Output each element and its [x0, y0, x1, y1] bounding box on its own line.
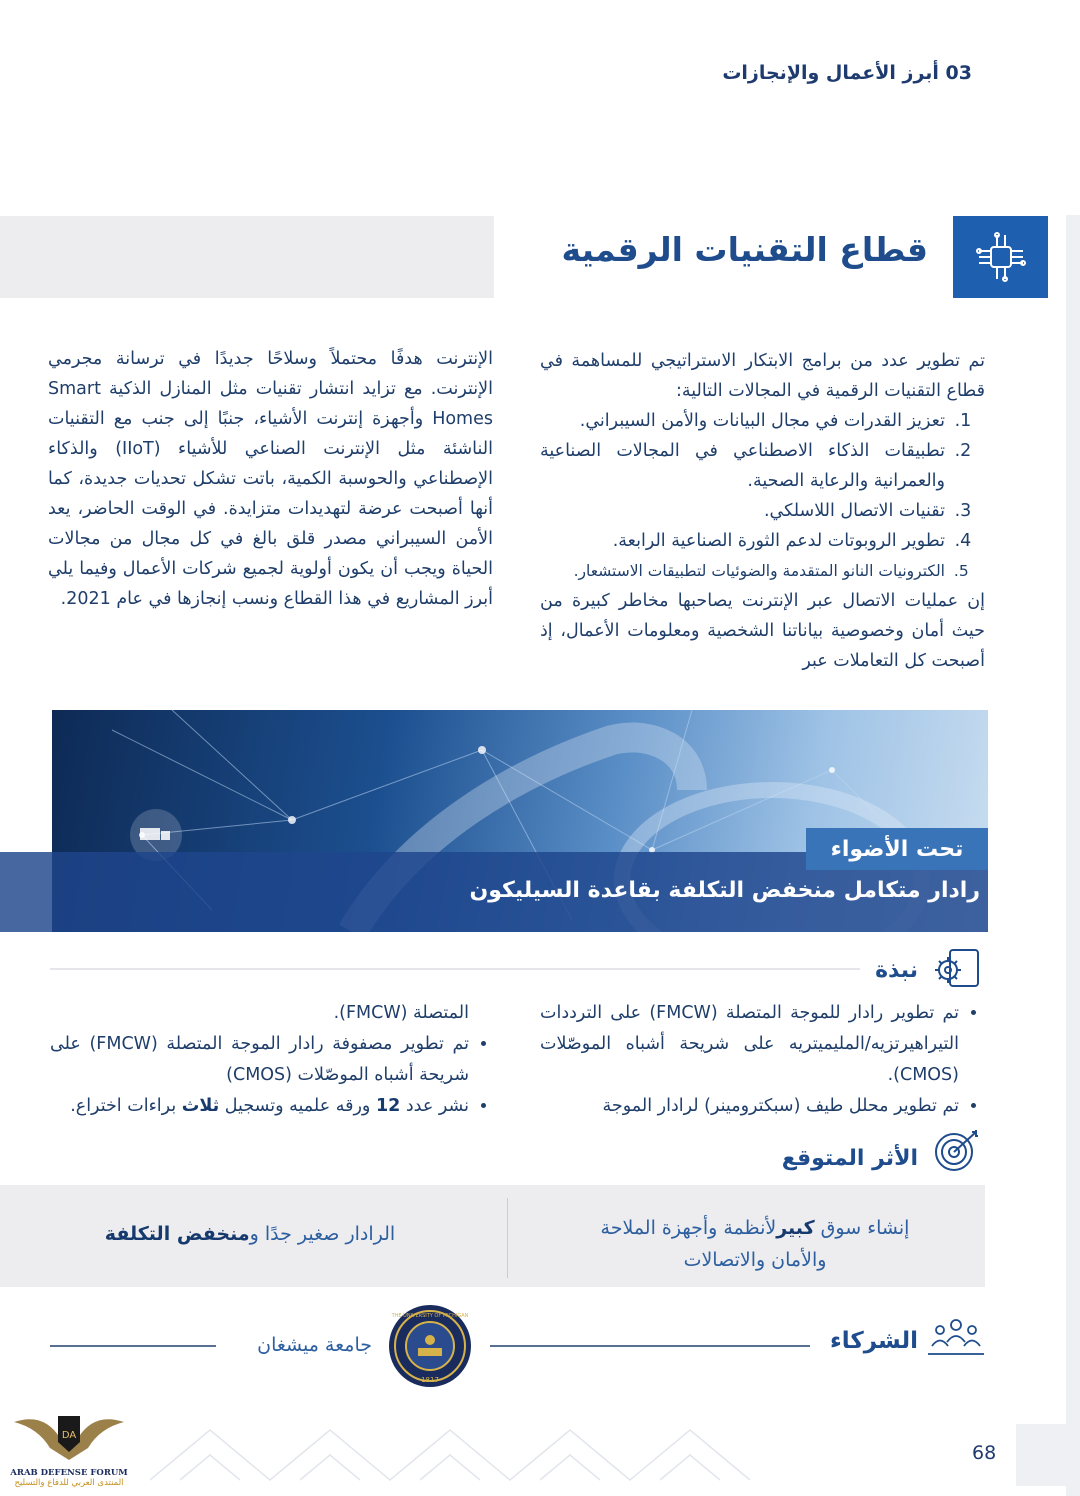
impact-heading: الأثر المتوقع [781, 1146, 918, 1171]
footer-pattern [150, 1420, 770, 1490]
spotlight-label: تحت الأضواء [806, 828, 988, 870]
university-seal [388, 1304, 472, 1392]
intro-lead: تم تطوير عدد من برامج الابتكار الاستراتيجي للمساهمة في قطاع التقنيات الرقمية في المجالات التالية: [540, 351, 985, 401]
sector-title: قطاع التقنيات الرقمية [561, 230, 928, 269]
text-segment: براءات اختراع. [70, 1096, 177, 1116]
page-number-box [1016, 1424, 1066, 1486]
impact-right [520, 1212, 990, 1276]
impact-emphasis: كبير [776, 1217, 815, 1239]
seal-text: THE UNIVERSITY OF MICHIGAN [391, 1313, 469, 1319]
eagle-logo [4, 1398, 134, 1464]
page-edge-strip [1066, 215, 1080, 1496]
partners-divider [490, 1345, 810, 1347]
impact-emphasis: منخفض التكلفة [104, 1223, 250, 1245]
chapter-title: 03 أبرز الأعمال والإنجازات [722, 62, 972, 84]
text-segment: ورقه علميه وتسجيل [224, 1096, 371, 1116]
list-item: 4. تطوير الروبوتات لدعم الثورة الصناعية الرابعة. [540, 526, 949, 556]
partner-name: جامعة ميشغان [257, 1334, 372, 1356]
list-item: 5. الكترونيات النانو المتقدمة والضوئيات لتطبيقات الاستشعار. [540, 556, 949, 586]
impact-divider [507, 1198, 508, 1278]
overview-bullets-right [540, 998, 985, 1122]
partners-divider [50, 1345, 216, 1347]
focus-areas-list [540, 406, 985, 586]
overview-heading: نبذة [875, 958, 918, 983]
impact-right-line1 [520, 1212, 990, 1244]
watermark-arabic: المنتدى العربي للدفاع والتسليح [14, 1478, 124, 1488]
watermark-brand: ARAB DEFENSE FORUM [10, 1468, 128, 1478]
list-item: 1. تعزيز القدرات في مجال البيانات والأمن السيبراني. [540, 406, 949, 436]
list-item: • تم تطوير رادار للموجة المتصلة (FMCW) على الترددات التيراهيرتزيه/المليميتريه على شريحة أشباه الموصّلات (CMOS). [540, 998, 959, 1091]
overview-divider [50, 968, 860, 970]
intro-column-right [540, 346, 985, 676]
text-segment: الرادار صغير جدًا و [249, 1223, 396, 1245]
circuit-icon [975, 231, 1027, 283]
list-item: 2. تطبيقات الذكاء الاصطناعي في المجالات الصناعية والعمرانية والرعاية الصحية. [540, 436, 949, 496]
paper-count: 12 [375, 1096, 401, 1116]
seal-year: 1817 [421, 1376, 439, 1384]
text-segment: نشر عدد [405, 1096, 469, 1116]
people-group-icon [926, 1316, 986, 1360]
list-item [50, 1091, 469, 1122]
text-segment: لأنظمة وأجهزة الملاحة [600, 1217, 777, 1239]
intro-column-left [48, 344, 493, 614]
sector-band [0, 216, 494, 298]
intro-continuation: إن عمليات الاتصال عبر الإنترنت يصاحبها مخاطر كبيرة من حيث أمان وخصوصية بياناتنا الشخصية ومعلومات الأعمال، إذ أصبحت كل التعاملات عبر [540, 591, 985, 671]
watermark-monogram: DA [61, 1430, 77, 1441]
list-item: • تم تطوير مصفوفة رادار الموجة المتصلة (FMCW) على شريحة أشباه الموصّلات (CMOS) [50, 1029, 469, 1091]
impact-right-line2: والأمان والاتصالات [683, 1249, 827, 1271]
intro-left-text: الإنترنت هدفًا محتملاً وسلاحًا جديدًا في ترسانة مجرمي الإنترنت. مع تزايد انتشار تقنيات مثل المنازل الذكية Smart Homes وأجهزة إنترنت الأشياء، جنبًا إلى جنب مع التقنيات الناشئة مثل الإنترنت الصناعي للأشياء (IIoT) والذكاء الإصطناعي والحوسبة الكمية، باتت تشكل تحديات جديدة، كما أنها أصبحت عرضة لتهديدات متزايدة. في الوقت الحاضر، يعد الأمن السيبراني مصدر قلق بالغ في كل مجال من مجالات الحياة ويجب أن يكون أولوية لجميع شركات الأعمال وفيما يلي أبرز المشاريع في هذا القطاع ونسب إنجازها في عام 2021. [48, 349, 493, 609]
overview-bullets-left [50, 998, 495, 1122]
patent-count: ثلاث [181, 1096, 220, 1116]
list-item: 3. تقنيات الاتصال اللاسلكي. [540, 496, 949, 526]
partners-heading: الشركاء [829, 1328, 918, 1354]
forum-watermark [4, 1398, 134, 1494]
text-segment: إنشاء سوق [820, 1217, 910, 1239]
page-number: 68 [972, 1442, 997, 1464]
sector-icon-box [953, 216, 1048, 298]
gear-document-icon [930, 946, 982, 996]
spotlight-title: رادار متكامل منخفض التكلفة بقاعدة السيليكون [469, 878, 980, 903]
impact-left [40, 1218, 460, 1250]
overview-left-continuation: المتصلة (FMCW). [333, 1003, 469, 1023]
list-item: • تم تطوير محلل طيف (سبكترومينر) لرادار الموجة [540, 1091, 959, 1122]
target-icon [932, 1128, 982, 1178]
